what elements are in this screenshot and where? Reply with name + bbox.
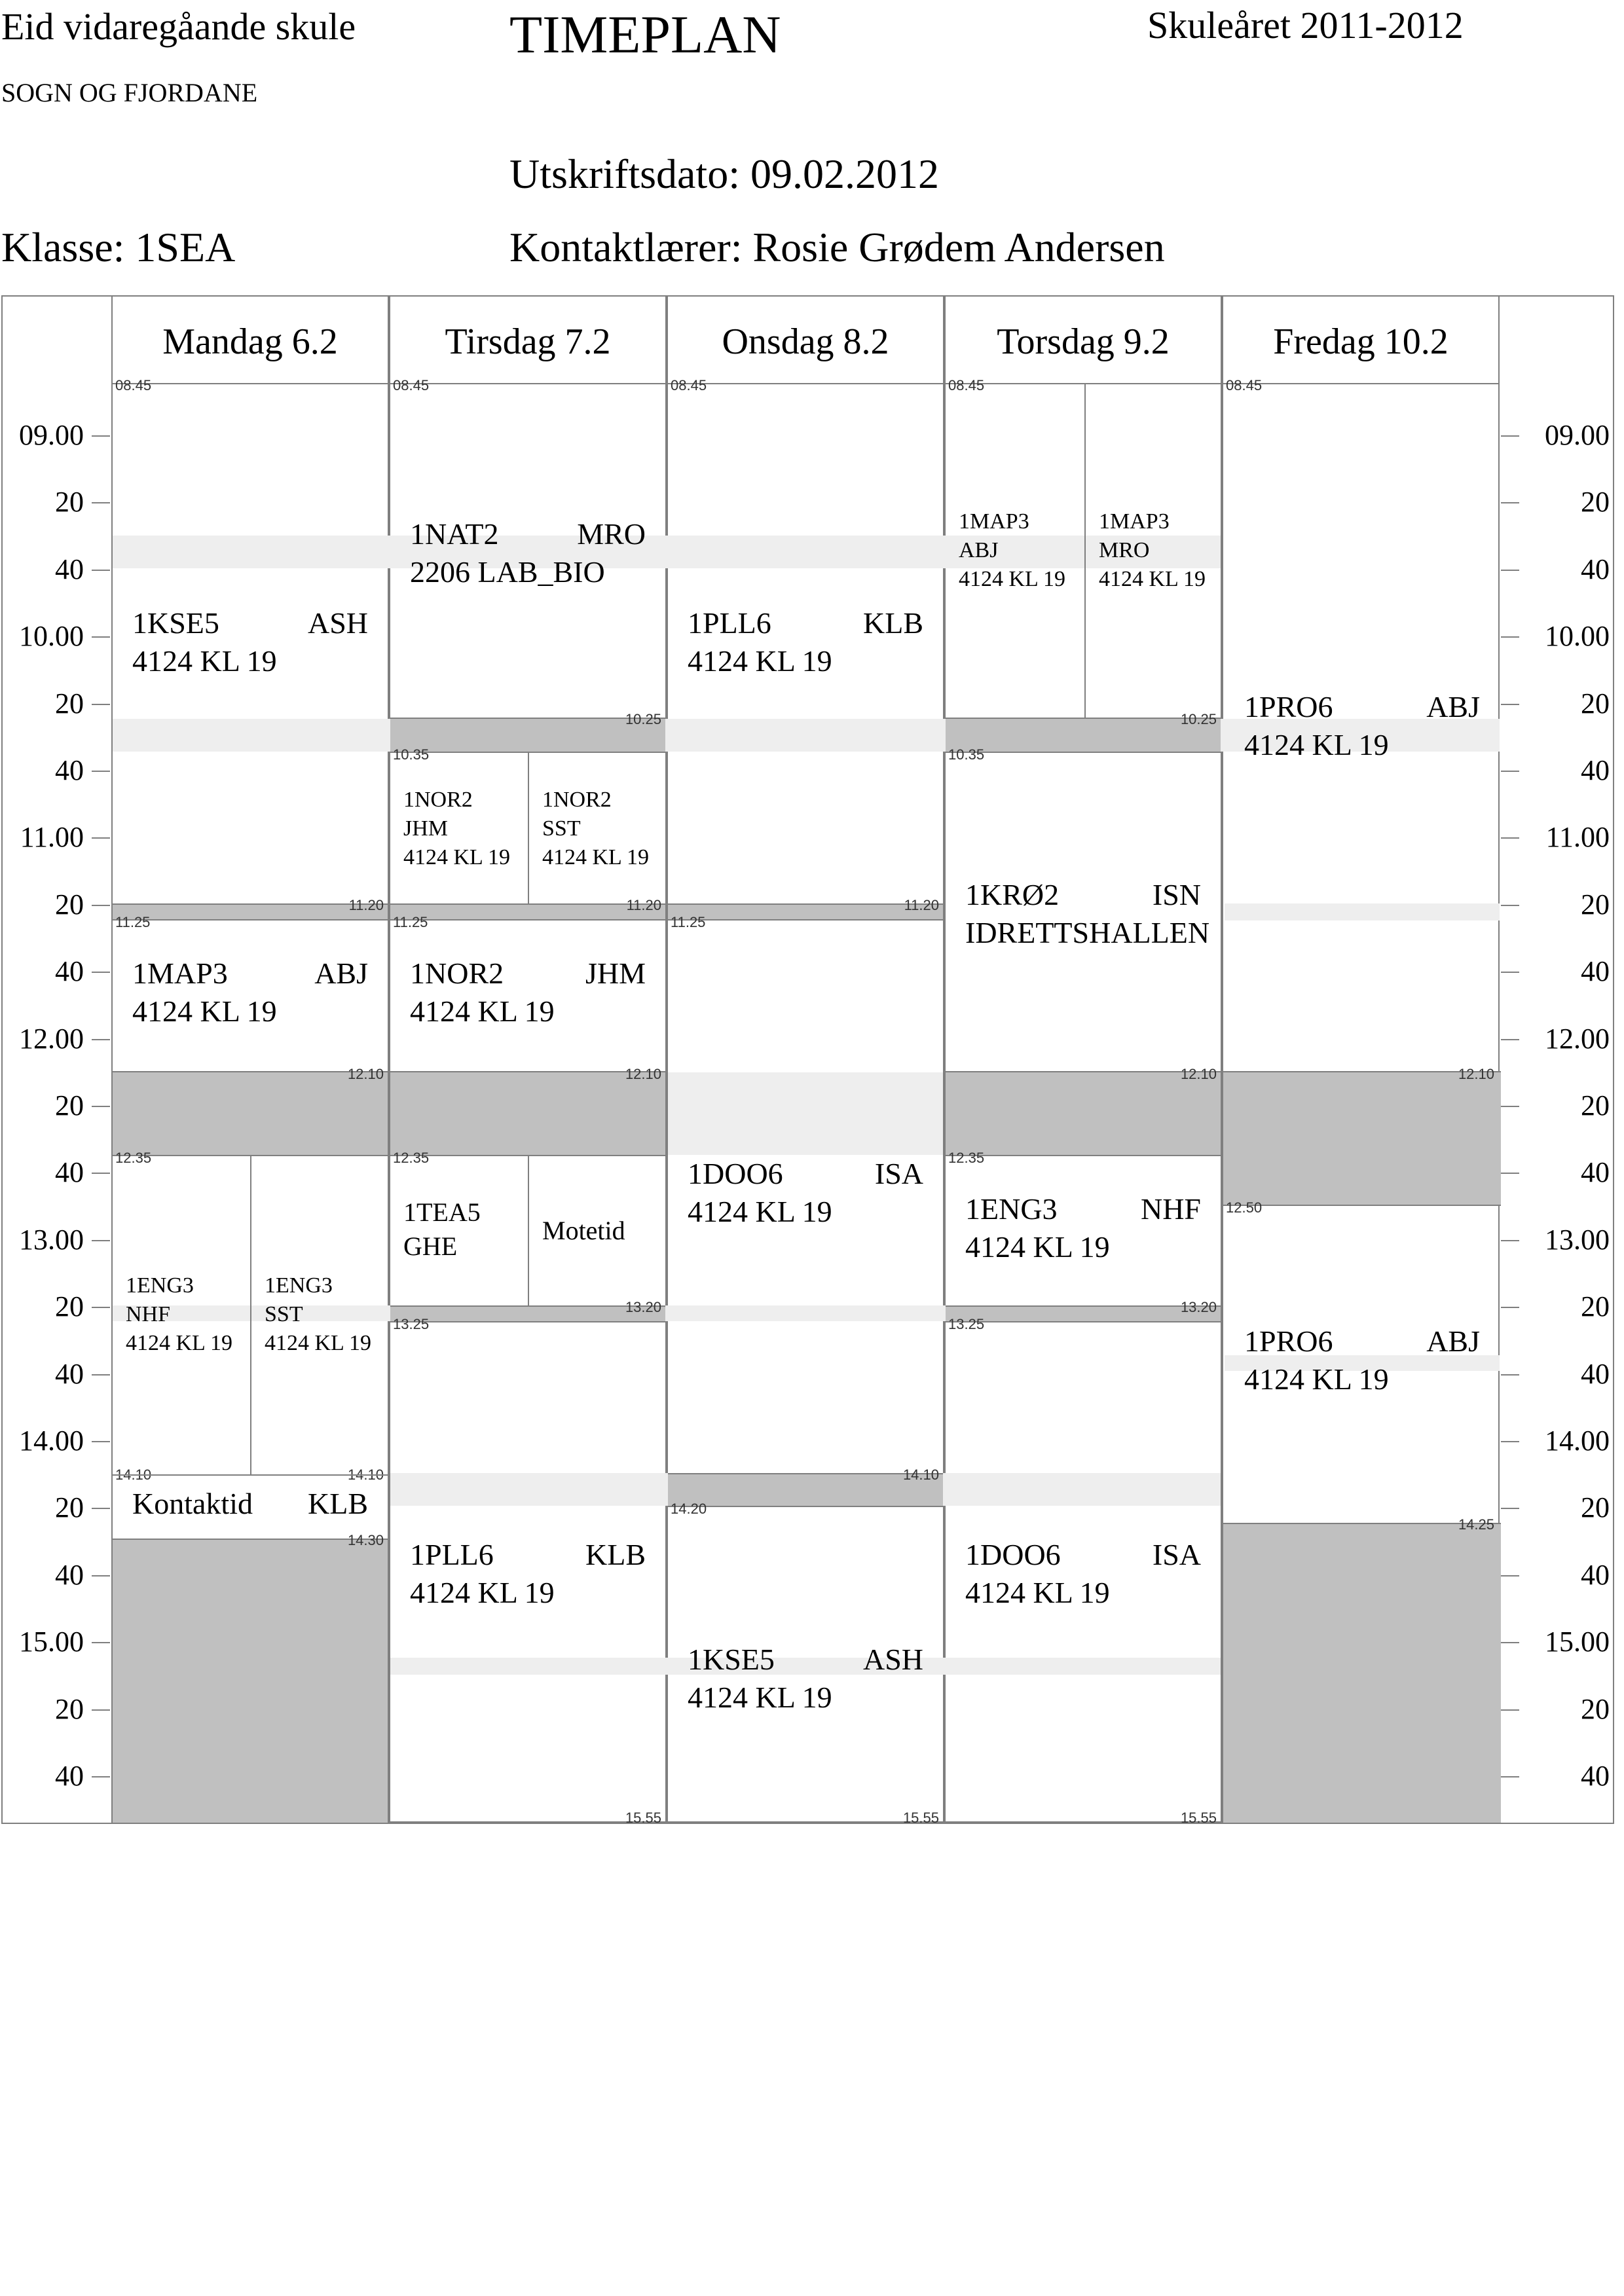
lesson-teacher: SST — [542, 816, 581, 841]
time-start: 08.45 — [671, 377, 707, 393]
time-tick-mark — [1501, 1039, 1519, 1040]
time-end: 14.25 — [1458, 1516, 1494, 1533]
day-header-tuesday: Tirsdag 7.2 — [445, 321, 611, 362]
time-tick-label: 40 — [55, 1156, 84, 1188]
time-tick-label: 20 — [1581, 1693, 1610, 1725]
time-tick-label: 40 — [55, 754, 84, 786]
lesson-subject: 1DOO6 — [688, 1157, 783, 1190]
time-tick-label: 09.00 — [1545, 419, 1610, 451]
lesson-teacher: ISA — [1152, 1538, 1201, 1571]
time-tick-mark — [1501, 1709, 1519, 1711]
time-tick-mark — [92, 1642, 110, 1643]
lesson-subject: 1NAT2 — [410, 517, 499, 551]
lesson-block[interactable] — [390, 1156, 528, 1305]
time-tick-label: 40 — [1581, 955, 1610, 987]
time-tick-label: 20 — [55, 1089, 84, 1121]
lesson-teacher: KLB — [585, 1538, 646, 1571]
time-start: 14.10 — [115, 1467, 152, 1483]
lesson-subject: 1KSE5 — [132, 606, 219, 640]
time-tick-label: 40 — [1581, 553, 1610, 585]
county-name: SOGN OG FJORDANE — [1, 78, 258, 107]
time-tick-label: 20 — [55, 1290, 84, 1322]
lesson-teacher: KLB — [863, 606, 923, 640]
band — [668, 1072, 943, 1155]
time-tick-label: 40 — [1581, 754, 1610, 786]
lesson-subject: 1NOR2 — [410, 957, 504, 990]
lesson-subject: 1PLL6 — [410, 1538, 494, 1571]
lesson-block[interactable] — [390, 753, 528, 903]
lesson-teacher: ABJ — [314, 957, 368, 990]
school-year: Skuleåret 2011-2012 — [1147, 4, 1464, 46]
time-tick-mark — [1501, 1508, 1519, 1509]
lesson-room: 4124 KL 19 — [265, 1331, 372, 1356]
time-tick-label: 11.00 — [20, 821, 84, 853]
time-tick-label: 20 — [1581, 1290, 1610, 1322]
time-start: 11.25 — [671, 914, 706, 930]
lesson-block[interactable] — [529, 753, 665, 903]
time-end: 10.25 — [1180, 711, 1217, 727]
time-tick-mark — [92, 1039, 110, 1040]
lesson-teacher: ASH — [862, 1643, 923, 1676]
lesson-subject: 1PRO6 — [1244, 690, 1333, 723]
time-end: 11.20 — [348, 897, 384, 913]
time-start: 14.20 — [671, 1501, 707, 1517]
time-tick-label: 40 — [55, 1358, 84, 1390]
lesson-room: 4124 KL 19 — [126, 1331, 233, 1356]
day-header-friday: Fredag 10.2 — [1273, 321, 1449, 362]
time-tick-mark — [92, 1575, 110, 1576]
break-block — [113, 1071, 388, 1156]
time-tick-mark — [92, 1106, 110, 1107]
lesson-block[interactable] — [1225, 383, 1500, 1071]
time-tick-label: 20 — [1581, 687, 1610, 720]
time-tick-label: 40 — [55, 1760, 84, 1792]
time-tick-mark — [1501, 1173, 1519, 1174]
lesson-block[interactable] — [946, 1156, 1221, 1305]
time-tick-mark — [1501, 636, 1519, 638]
lesson-block[interactable] — [668, 1155, 943, 1473]
lesson-block[interactable] — [1086, 383, 1221, 718]
time-tick-mark — [1501, 570, 1519, 571]
lesson-room: 4124 KL 19 — [1244, 727, 1389, 761]
lesson-room: 4124 KL 19 — [1244, 1362, 1389, 1396]
time-tick-mark — [92, 1709, 110, 1711]
time-start: 12.35 — [115, 1150, 152, 1166]
lesson-block[interactable] — [113, 920, 388, 1071]
lesson-block[interactable] — [668, 383, 943, 903]
time-start: 08.45 — [948, 377, 985, 393]
time-start: 13.25 — [393, 1316, 430, 1332]
lesson-subject: 1TEA5 — [403, 1197, 481, 1227]
time-end: 10.25 — [625, 711, 661, 727]
time-tick-label: 20 — [1581, 888, 1610, 920]
break-block — [390, 1071, 665, 1156]
time-start: 11.25 — [393, 914, 428, 930]
lesson-teacher: ABJ — [1426, 690, 1480, 723]
time-end: 14.10 — [347, 1467, 384, 1483]
time-tick-label: 20 — [55, 486, 84, 518]
time-tick-mark — [92, 1374, 110, 1376]
lesson-block[interactable] — [668, 1507, 943, 1821]
lesson-subject: 1KSE5 — [688, 1643, 775, 1676]
time-tick-mark — [1501, 1642, 1519, 1643]
time-tick-mark — [1501, 837, 1519, 839]
time-tick-label: 20 — [55, 1693, 84, 1725]
time-tick-label: 40 — [1581, 1760, 1610, 1792]
time-tick-label: 15.00 — [19, 1626, 84, 1658]
lesson-subject: 1MAP3 — [132, 957, 228, 990]
lesson-subject: Kontaktid — [132, 1487, 253, 1520]
time-end: 12.10 — [625, 1066, 661, 1082]
lesson-teacher: ISN — [1152, 878, 1201, 911]
lesson-teacher: SST — [265, 1302, 303, 1327]
time-tick-mark — [1501, 1374, 1519, 1376]
time-tick-label: 40 — [55, 553, 84, 585]
day-header-wednesday: Onsdag 8.2 — [722, 321, 889, 362]
lesson-subject: 1ENG3 — [265, 1273, 333, 1298]
time-tick-label: 40 — [1581, 1358, 1610, 1390]
time-tick-mark — [92, 1441, 110, 1442]
lesson-room: 4124 KL 19 — [132, 994, 277, 1028]
time-start: 12.50 — [1226, 1199, 1263, 1216]
time-tick-mark — [92, 1240, 110, 1241]
time-tick-label: 10.00 — [19, 620, 84, 652]
time-end: 15.55 — [625, 1810, 661, 1826]
time-start: 08.45 — [393, 377, 430, 393]
time-tick-mark — [1501, 502, 1519, 503]
time-tick-label: 15.00 — [1545, 1626, 1610, 1658]
time-tick-mark — [92, 1173, 110, 1174]
lesson-room: 4124 KL 19 — [1099, 567, 1206, 592]
time-tick-mark — [1501, 771, 1519, 772]
time-tick-label: 12.00 — [1545, 1023, 1610, 1055]
lesson-teacher: MRO — [1099, 538, 1150, 563]
time-start: 08.45 — [1226, 377, 1263, 393]
time-start: 11.25 — [115, 914, 151, 930]
lesson-teacher: ABJ — [959, 538, 999, 563]
time-tick-mark — [92, 570, 110, 571]
time-end: 11.20 — [904, 897, 939, 913]
break-block — [1223, 1523, 1501, 1824]
time-tick-mark — [1501, 1240, 1519, 1241]
time-tick-label: 40 — [55, 955, 84, 987]
lesson-teacher: JHM — [585, 957, 646, 990]
lesson-subject: 1DOO6 — [965, 1538, 1061, 1571]
lesson-block[interactable] — [946, 1322, 1221, 1821]
lesson-room: 4124 KL 19 — [959, 567, 1066, 592]
time-tick-mark — [92, 636, 110, 638]
lesson-room: 2206 LAB_BIO — [410, 555, 605, 589]
time-tick-mark — [92, 1307, 110, 1308]
time-tick-label: 20 — [55, 888, 84, 920]
lesson-teacher: ASH — [307, 606, 368, 640]
lesson-subject: 1NOR2 — [403, 788, 473, 812]
time-tick-label: 40 — [1581, 1156, 1610, 1188]
time-start: 12.35 — [948, 1150, 985, 1166]
lesson-teacher: KLB — [308, 1487, 368, 1520]
time-tick-mark — [1501, 1307, 1519, 1308]
lesson-room: 4124 KL 19 — [965, 1230, 1110, 1264]
time-start: 08.45 — [115, 377, 152, 393]
lesson-block[interactable] — [390, 1322, 665, 1821]
lesson-teacher: ABJ — [1426, 1324, 1480, 1358]
time-tick-label: 13.00 — [1545, 1224, 1610, 1256]
lesson-room: 4124 KL 19 — [132, 644, 277, 678]
lesson-room: 4124 KL 19 — [410, 994, 555, 1028]
break-block — [113, 1539, 388, 1824]
lesson-teacher: NHF — [126, 1302, 171, 1327]
lesson-subject: 1PLL6 — [688, 606, 771, 640]
time-tick-label: 20 — [55, 1491, 84, 1523]
time-start: 10.35 — [393, 746, 430, 763]
lesson-block[interactable] — [390, 383, 665, 718]
lesson-room: 4124 KL 19 — [688, 1680, 832, 1714]
lesson-subject: 1ENG3 — [126, 1273, 194, 1298]
time-end: 12.10 — [1180, 1066, 1217, 1082]
contact-teacher: Kontaktlærer: Rosie Grødem Andersen — [509, 224, 1165, 270]
time-tick-mark — [92, 837, 110, 839]
time-tick-mark — [1501, 1106, 1519, 1107]
time-tick-mark — [92, 1508, 110, 1509]
time-tick-mark — [92, 771, 110, 772]
time-tick-mark — [1501, 435, 1519, 437]
time-tick-label: 12.00 — [19, 1023, 84, 1055]
time-tick-label: 20 — [1581, 1089, 1610, 1121]
time-start: 13.25 — [948, 1316, 985, 1332]
time-tick-mark — [92, 435, 110, 437]
time-tick-mark — [92, 704, 110, 705]
lesson-teacher: ISA — [874, 1157, 923, 1190]
page-title: TIMEPLAN — [509, 5, 781, 64]
lesson-block[interactable] — [946, 753, 1221, 1071]
lesson-teacher: MRO — [577, 517, 646, 551]
lesson-block[interactable] — [1225, 1206, 1500, 1523]
lesson-block[interactable] — [113, 383, 388, 903]
time-tick-label: 40 — [55, 1559, 84, 1591]
time-tick-label: 10.00 — [1545, 620, 1610, 652]
lesson-subject: 1NOR2 — [542, 788, 612, 812]
time-end: 12.10 — [347, 1066, 384, 1082]
day-header-monday: Mandag 6.2 — [162, 321, 338, 362]
time-tick-label: 20 — [1581, 486, 1610, 518]
time-tick-mark — [1501, 1575, 1519, 1576]
lesson-block[interactable] — [113, 1156, 250, 1474]
lesson-subject: 1MAP3 — [959, 509, 1029, 534]
day-end-line — [390, 1821, 1221, 1823]
time-tick-label: 20 — [55, 687, 84, 720]
lesson-teacher: JHM — [403, 816, 449, 841]
lesson-block[interactable] — [390, 920, 665, 1071]
lesson-subject: 1KRØ2 — [965, 878, 1060, 911]
lesson-room: 4124 KL 19 — [542, 845, 650, 870]
time-tick-label: 40 — [1581, 1559, 1610, 1591]
time-tick-mark — [1501, 1441, 1519, 1442]
class-label: Klasse: 1SEA — [1, 224, 236, 270]
lesson-room: 4124 KL 19 — [965, 1575, 1110, 1609]
break-block — [946, 1071, 1221, 1156]
time-start: 12.35 — [393, 1150, 430, 1166]
time-tick-mark — [92, 502, 110, 503]
time-end: 15.55 — [902, 1810, 939, 1826]
print-date: Utskriftsdato: 09.02.2012 — [509, 151, 939, 197]
time-tick-label: 09.00 — [19, 419, 84, 451]
day-header-thursday: Torsdag 9.2 — [997, 321, 1170, 362]
time-tick-mark — [1501, 905, 1519, 906]
time-tick-mark — [92, 1776, 110, 1777]
time-tick-mark — [1501, 1776, 1519, 1777]
time-end: 11.20 — [626, 897, 661, 913]
time-tick-label: 14.00 — [19, 1425, 84, 1457]
time-end: 14.10 — [902, 1467, 939, 1483]
time-tick-label: 14.00 — [1545, 1425, 1610, 1457]
time-tick-label: 11.00 — [1545, 821, 1610, 853]
lesson-room: IDRETTSHALLEN — [965, 915, 1210, 949]
time-tick-label: 20 — [1581, 1491, 1610, 1523]
lesson-subject: 1MAP3 — [1099, 509, 1170, 534]
time-end: 15.55 — [1180, 1810, 1217, 1826]
time-tick-mark — [92, 972, 110, 973]
lesson-block[interactable] — [251, 1156, 388, 1474]
lesson-block[interactable] — [529, 1156, 665, 1305]
lesson-block[interactable] — [946, 383, 1084, 718]
lesson-subject: 1ENG3 — [965, 1192, 1058, 1226]
lesson-teacher: GHE — [403, 1231, 458, 1261]
lesson-room: 4124 KL 19 — [410, 1575, 555, 1609]
school-name: Eid vidaregåande skule — [1, 5, 356, 48]
time-tick-label: 13.00 — [19, 1224, 84, 1256]
time-end: 13.20 — [625, 1299, 661, 1315]
lesson-block[interactable] — [113, 1476, 388, 1539]
lesson-room: 4124 KL 19 — [688, 1194, 832, 1228]
lesson-room: 4124 KL 19 — [688, 644, 832, 678]
time-end: 12.10 — [1458, 1066, 1494, 1082]
time-tick-mark — [1501, 972, 1519, 973]
lesson-subject: Motetid — [542, 1216, 625, 1245]
time-start: 10.35 — [948, 746, 985, 763]
lesson-subject: 1PRO6 — [1244, 1324, 1333, 1358]
time-tick-mark — [92, 905, 110, 906]
lesson-room: 4124 KL 19 — [403, 845, 511, 870]
time-end: 14.30 — [347, 1532, 384, 1548]
time-end: 13.20 — [1180, 1299, 1217, 1315]
time-tick-mark — [1501, 704, 1519, 705]
lesson-teacher: NHF — [1140, 1192, 1201, 1226]
break-block — [1223, 1071, 1501, 1206]
